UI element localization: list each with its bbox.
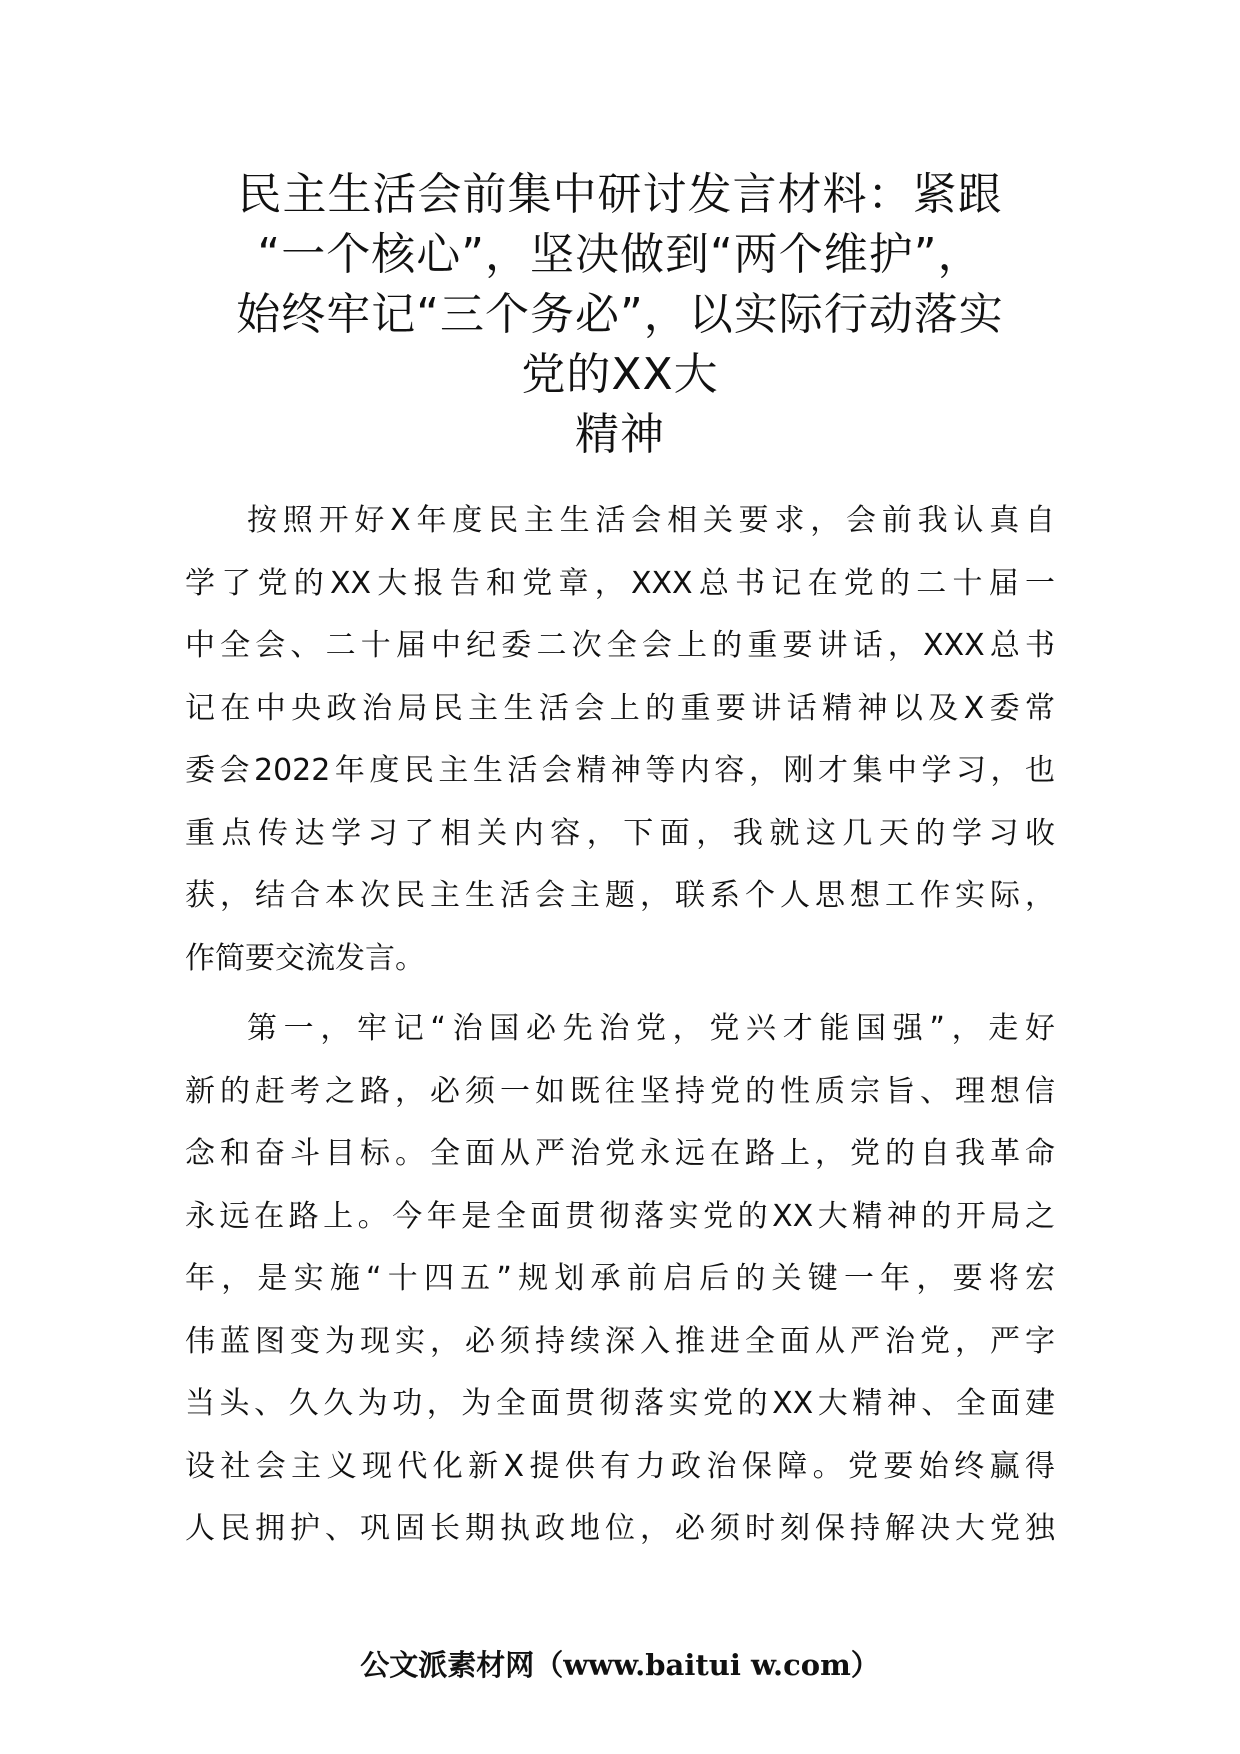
paragraph-gap [185,990,1055,998]
document-body [185,490,1055,1561]
text-line: 念和奋斗目标。全面从严治党永远在路上，党的自我革命 [185,1136,1055,1171]
paragraph-intro [185,490,1055,990]
text-line: 当头、久久为功，为全面贯彻落实党的XX大精神、全面建 [185,1386,1055,1421]
text-line: 年，是实施“十四五”规划承前启后的关键一年，要将宏 [185,1261,1055,1296]
text-line: 第一，牢记“治国必先治党，党兴才能国强”，走好 [247,1011,1055,1046]
title-line: 民主生活会前集中研讨发言材料：紧跟 [237,169,1003,220]
text-line: 记在中央政治局民主生活会上的重要讲话精神以及X委常 [185,690,1055,726]
text-line: 获，结合本次民主生活会主题，联系个人思想工作实际， [185,878,1055,913]
text-line: 按照开好X年度民主生活会相关要求，会前我认真自 [247,503,1055,538]
text-line: 伟蓝图变为现实，必须持续深入推进全面从严治党，严字 [185,1323,1055,1359]
footer-watermark: 公文派素材网（www.baitui w.com） [360,1648,880,1682]
text-line: 人民拥护、巩固长期执政地位，必须时刻保持解决大党独 [185,1511,1055,1546]
text-line: 新的赶考之路，必须一如既往坚持党的性质宗旨、理想信 [185,1073,1055,1109]
text-line: 委会2022年度民主生活会精神等内容，刚才集中学习，也 [185,753,1055,788]
text-line: 中全会、二十届中纪委二次全会上的重要讲话，XXX总书 [185,628,1055,663]
text-line: 作简要交流发言。 [185,940,425,976]
paragraph-first-point [185,998,1055,1561]
title-line: 始终牢记“三个务必”，以实际行动落实 [236,289,1004,340]
title-line: “一个核心”，坚决做到“两个维护”， [257,229,983,280]
text-line: 永远在路上。今年是全面贯彻落实党的XX大精神的开局之 [185,1198,1055,1234]
document-title [185,165,1055,465]
text-line: 重点传达学习了相关内容，下面，我就这几天的学习收 [185,815,1055,851]
text-line: 学了党的XX大报告和党章，XXX总书记在党的二十届一 [185,565,1055,601]
text-line: 设社会主义现代化新X提供有力政治保障。党要始终赢得 [185,1448,1055,1484]
title-line: 精神 [575,409,665,460]
title-line: 党的XX大 [521,349,719,400]
